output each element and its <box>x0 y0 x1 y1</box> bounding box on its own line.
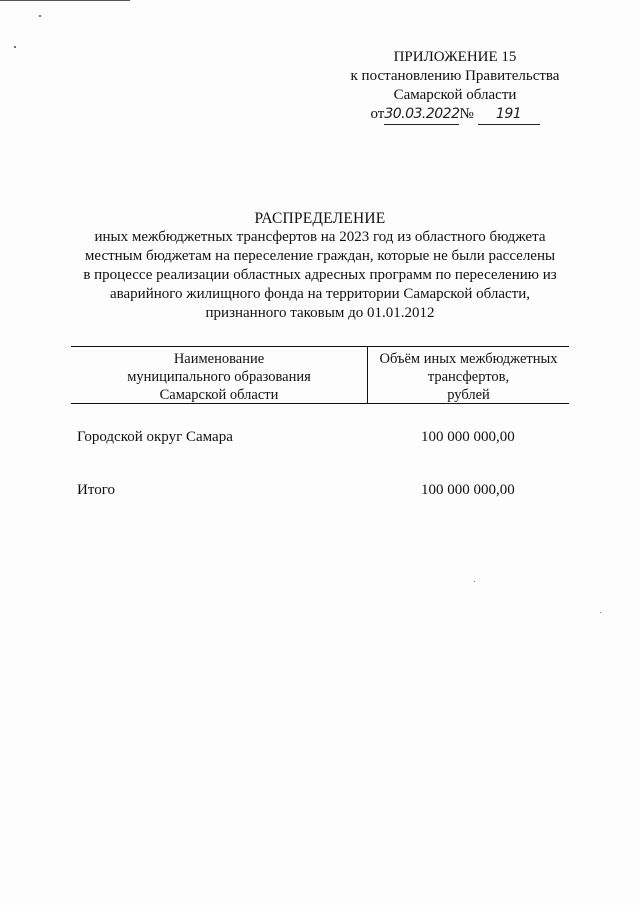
appendix-block <box>330 48 580 125</box>
row-amount: 100 000 000,00 <box>421 429 515 445</box>
column-header-amount: Объём иных межбюджетных трансфертов, рублей <box>379 351 558 403</box>
title-line: признанного таковым до 01.01.2012 <box>205 305 435 321</box>
date-prefix: от <box>370 106 385 122</box>
total-amount: 100 000 000,00 <box>421 482 515 498</box>
title-line: аварийного жилищного фонда на территории Самарской области, <box>109 286 530 302</box>
document-title-block <box>60 209 580 323</box>
table-header <box>71 346 569 404</box>
total-label: Итого <box>77 482 115 498</box>
document-heading: РАСПРЕДЕЛЕНИЕ <box>254 210 386 227</box>
scan-edge-line <box>0 0 130 1</box>
appendix-resolution: к постановлению Правительства <box>350 68 560 84</box>
appendix-region: Самарской области <box>393 87 517 103</box>
title-line: в процессе реализации областных адресных программ по переселению из <box>83 267 557 283</box>
number-prefix: № <box>459 106 474 122</box>
handwritten-date: 30.03.2022 <box>384 105 459 125</box>
row-municipality: Городской округ Самара <box>77 429 233 445</box>
scan-speck <box>14 46 16 48</box>
column-header-municipality: Наименование муниципального образования Самарской области <box>71 347 368 403</box>
handwritten-number: 191 <box>478 105 540 125</box>
title-line: иных межбюджетных трансфертов на 2023 год из областного бюджета <box>94 229 546 245</box>
scan-speck <box>474 581 475 582</box>
appendix-date-line <box>370 105 539 125</box>
appendix-title: ПРИЛОЖЕНИЕ 15 <box>393 49 517 65</box>
title-line: местным бюджетам на переселение граждан, которые не были расселены <box>84 248 556 264</box>
scan-speck <box>39 15 41 17</box>
scan-speck <box>600 612 601 613</box>
